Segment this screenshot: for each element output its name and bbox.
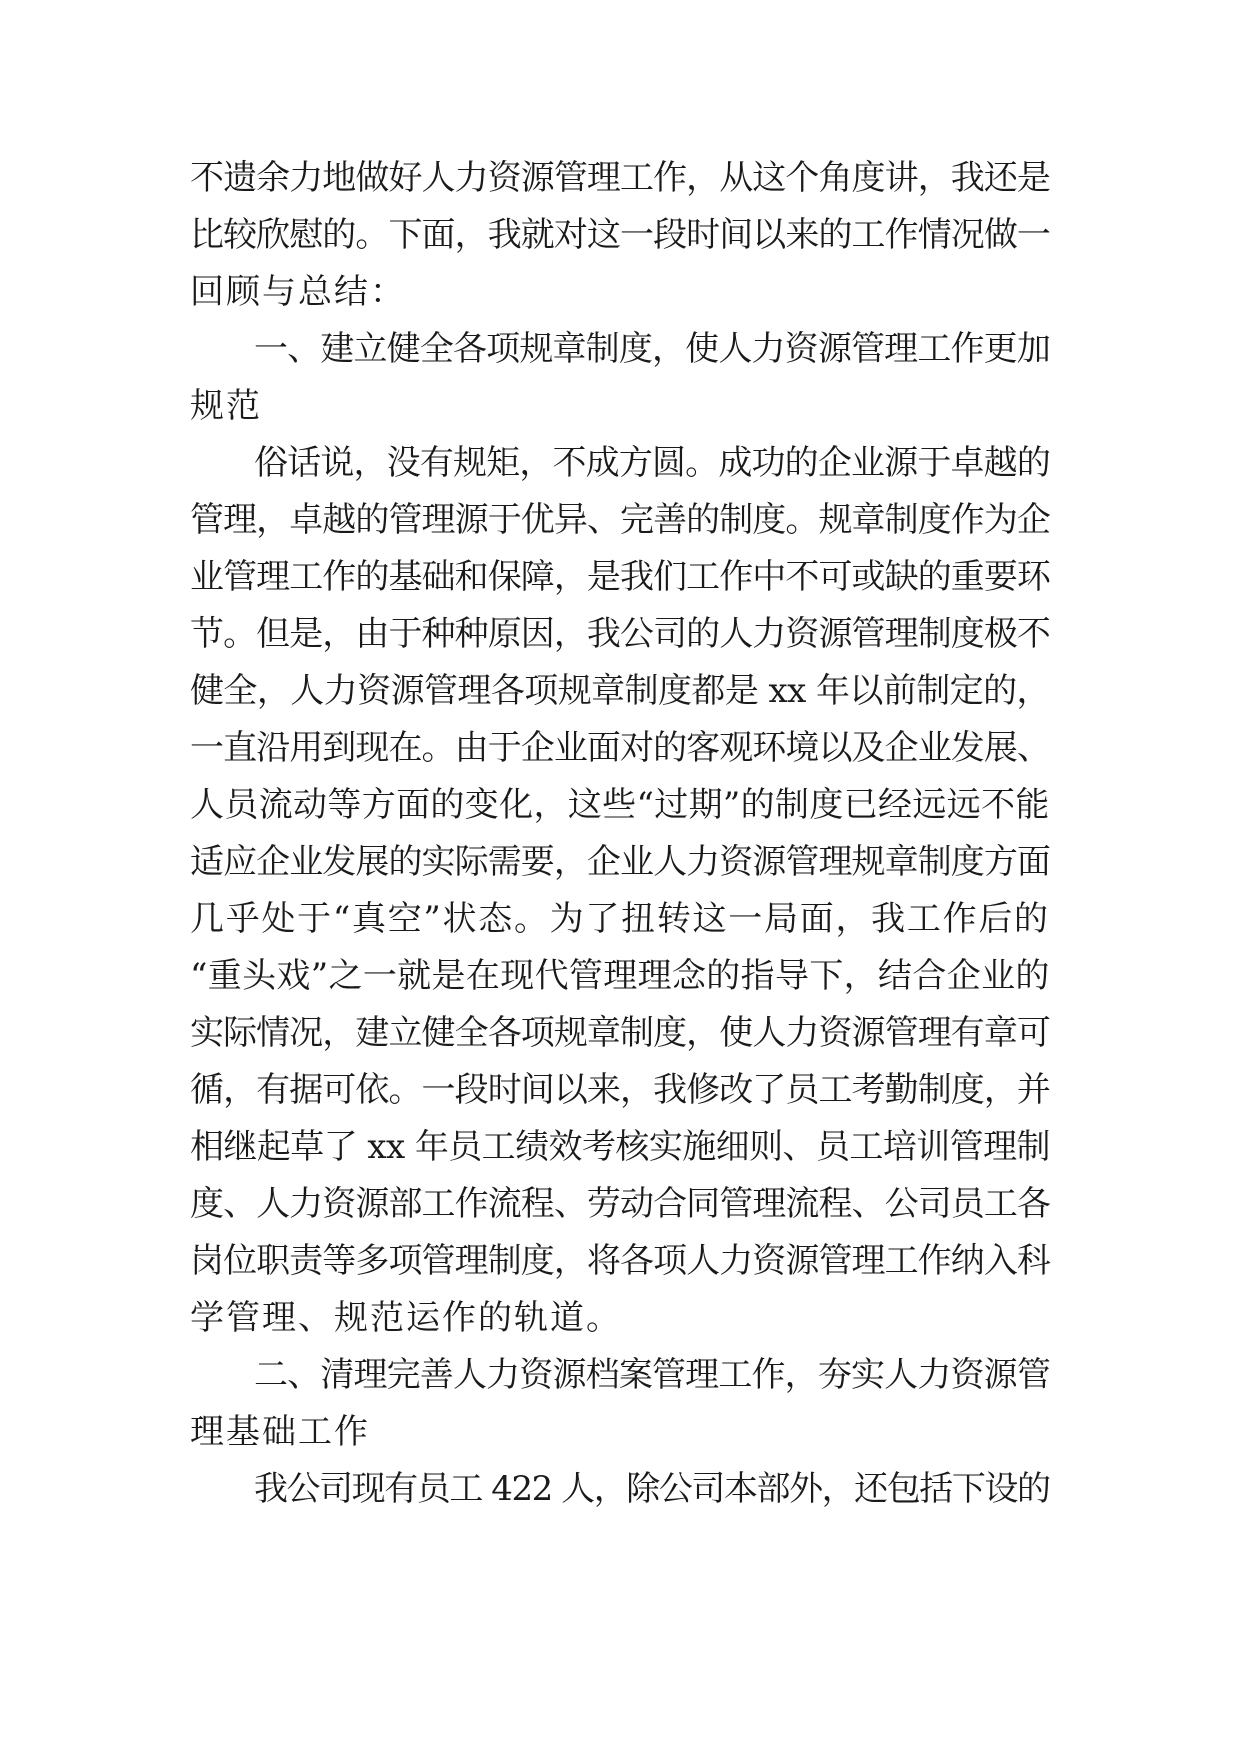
section-heading-continued: 理基础工作 (190, 1412, 370, 1452)
text-line: 健全，人力资源管理各项规章制度都是 xx 年以前制定的， (190, 671, 1050, 711)
text-line: 适应企业发展的实际需要，企业人力资源管理规章制度方面 (190, 842, 1050, 882)
text-line: 回顾与总结： (190, 272, 406, 312)
text-line: 不遗余力地做好人力资源管理工作，从这个角度讲，我还是 (190, 158, 1050, 198)
text-line: 几乎处于“真空”状态。为了扭转这一局面，我工作后的 (190, 899, 1050, 939)
text-line: 学管理、规范运作的轨道。 (190, 1298, 622, 1338)
section-heading: 二、清理完善人力资源档案管理工作，夯实人力资源管 (254, 1355, 1050, 1395)
text-line: 节。但是，由于种种原因，我公司的人力资源管理制度极不 (190, 614, 1050, 654)
text-line: 岗位职责等多项管理制度，将各项人力资源管理工作纳入科 (190, 1241, 1050, 1281)
paragraph-start: 俗话说，没有规矩，不成方圆。成功的企业源于卓越的 (254, 443, 1050, 483)
text-line: 度、人力资源部工作流程、劳动合同管理流程、公司员工各 (190, 1184, 1050, 1224)
text-line: 循，有据可依。一段时间以来，我修改了员工考勤制度，并 (190, 1070, 1050, 1110)
text-line: 人员流动等方面的变化，这些“过期”的制度已经远远不能 (190, 785, 1050, 825)
text-line: 管理，卓越的管理源于优异、完善的制度。规章制度作为企 (190, 500, 1050, 540)
paragraph-start: 我公司现有员工 422 人，除公司本部外，还包括下设的 (254, 1469, 1050, 1509)
text-line: 业管理工作的基础和保障，是我们工作中不可或缺的重要环 (190, 557, 1050, 597)
text-line: 相继起草了 xx 年员工绩效考核实施细则、员工培训管理制 (190, 1127, 1050, 1167)
text-line: 比较欣慰的。下面，我就对这一段时间以来的工作情况做一 (190, 215, 1050, 255)
text-line: 一直沿用到现在。由于企业面对的客观环境以及企业发展、 (190, 728, 1050, 768)
section-heading-continued: 规范 (190, 386, 262, 426)
text-line: 实际情况，建立健全各项规章制度，使人力资源管理有章可 (190, 1013, 1050, 1053)
text-line: “重头戏”之一就是在现代管理理念的指导下，结合企业的 (190, 956, 1050, 996)
section-heading: 一、建立健全各项规章制度，使人力资源管理工作更加 (254, 329, 1050, 369)
